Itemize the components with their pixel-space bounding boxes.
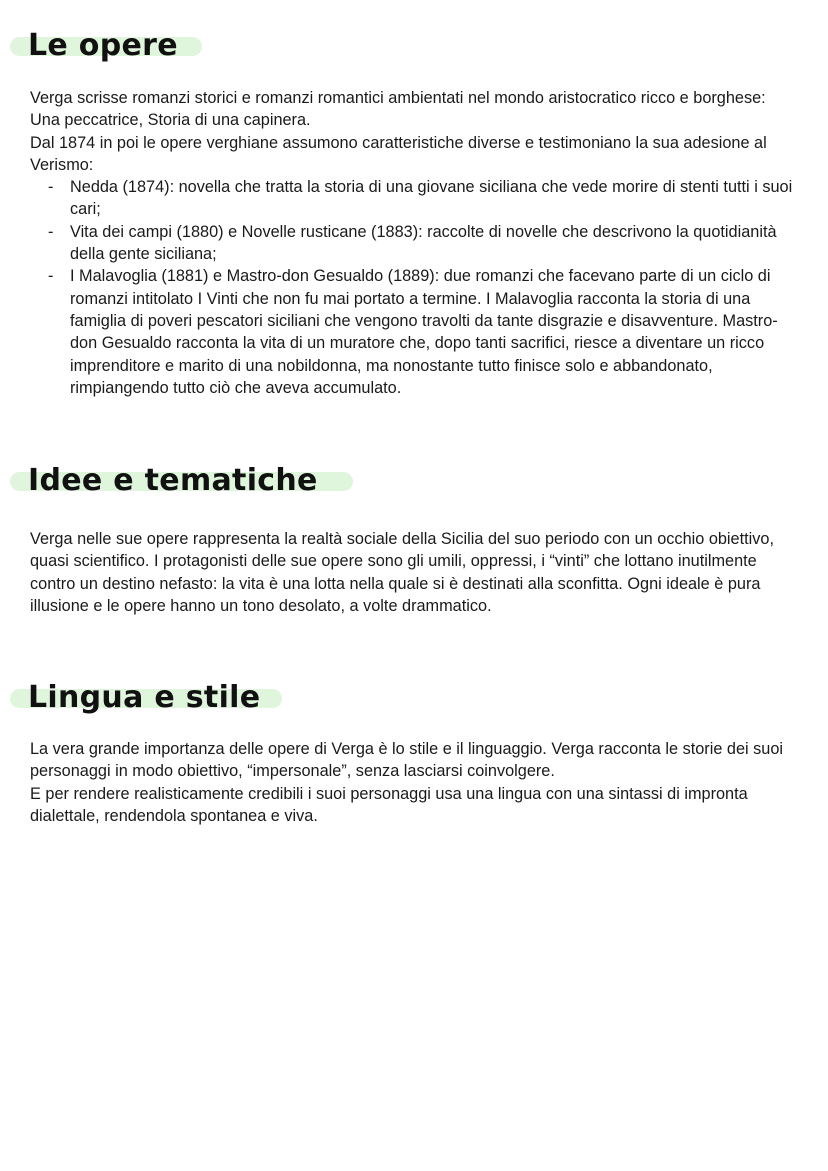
section-heading-lingua-e-stile	[10, 678, 260, 718]
paragraph: Verga nelle sue opere rappresenta la realtà sociale della Sicilia del suo periodo con un occhio obiettivo, quasi scientifico. I protagonisti delle sue opere sono gli umili, oppressi, i “vinti” che lottano inutilmente contro un destino nefasto: la vita è una lotta nella quale si è destinati alla sconfitta. Ogni ideale è pura illusione e le opere hanno un tono desolato, a volte drammatico.	[30, 530, 774, 615]
list-item-text: Vita dei campi (1880) e Novelle rusticane (1883): raccolte di novelle che descrivono la quotidianità della gente siciliana;	[70, 222, 777, 264]
list-item-text: Nedda (1874): novella che tratta la storia di una giovane siciliana che vede morire di stenti tutti i suoi cari;	[70, 178, 793, 219]
bullet-dash: -	[48, 222, 54, 241]
list-item	[30, 221, 800, 266]
paragraph: Verga scrisse romanzi storici e romanzi romantici ambientati nel mondo aristocratico ricco e borghese: Una peccatrice, Storia di una capinera.	[30, 89, 766, 130]
section-body-idee-e-tematiche	[30, 528, 800, 617]
bullet-dash: -	[48, 178, 54, 197]
section-heading-le-opere	[10, 26, 178, 66]
paragraph: E per rendere realisticamente credibili i suoi personaggi usa una lingua con una sintassi di impronta dialettale, rendendola spontanea e viva.	[30, 784, 748, 825]
list-item	[30, 176, 800, 221]
paragraph: Dal 1874 in poi le opere verghiane assumono caratteristiche diverse e testimoniano la sua adesione al Verismo:	[30, 133, 767, 174]
list-item	[30, 265, 800, 399]
heading-text: Le opere	[28, 28, 178, 63]
paragraph: La vera grande importanza delle opere di Verga è lo stile e il linguaggio. Verga racconta le storie dei suoi personaggi in modo obiettivo, “impersonale”, senza lasciarsi coinvolgere.	[30, 740, 784, 781]
works-list	[30, 176, 800, 399]
section-body-le-opere	[30, 87, 800, 399]
heading-text: Idee e tematiche	[28, 463, 318, 498]
section-heading-idee-e-tematiche	[10, 461, 318, 501]
bullet-dash: -	[48, 267, 54, 286]
heading-text: Lingua e stile	[28, 680, 261, 715]
list-item-text: I Malavoglia (1881) e Mastro-don Gesualdo (1889): due romanzi che facevano parte di un ciclo di romanzi intitolato I Vinti che non fu mai portato a termine. I Malavoglia racconta la storia di una famiglia di poveri pescatori siciliani che vengono travolti da tante disgrazie e disavventure. Mastro-don Gesualdo racconta la vita di un muratore che, dopo tanti sacrifici, riesce a diventare un ricco imprenditore e marito di una nobildonna, ma nonostante tutto finisce solo e abbandonato, rimpiangendo tutto ciò che aveva accumulato.	[70, 267, 778, 397]
section-body-lingua-e-stile	[30, 738, 800, 827]
